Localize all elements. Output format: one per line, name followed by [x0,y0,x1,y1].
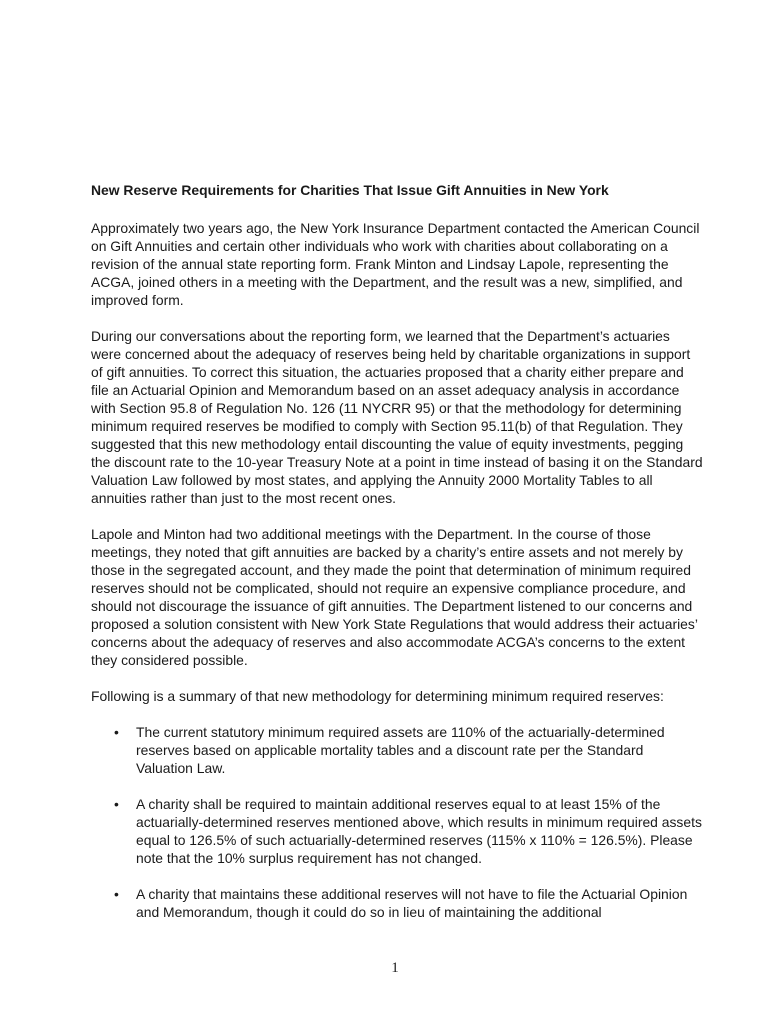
page-number: 1 [391,960,399,976]
bullet-icon: • [114,724,119,740]
bullet-text: A charity that maintains these additional reserves will not have to file the Actuarial Opinion and Memorandum, though it could do so in lieu of maintaining the additional [136,886,688,920]
paragraph-4: Following is a summary of that new methodology for determining minimum required reserves: [91,688,664,704]
bullet-item [91,885,703,921]
paragraph-1: Approximately two years ago, the New York Insurance Department contacted the American Council on Gift Annuities and certain other individuals who work with charities about collaborating on a revision of the annual state reporting form. Frank Minton and Lindsay Lapole, representing the ACGA, joined others in a meeting with the Department, and the result was a new, simplified, and improved form. [91,220,700,308]
bullet-text: The current statutory minimum required assets are 110% of the actuarially-determined reserves based on applicable mortality tables and a discount rate per the Standard Valuation Law. [136,724,665,776]
bullet-icon: • [114,886,119,902]
paragraph-3: Lapole and Minton had two additional meetings with the Department. In the course of those meetings, they noted that gift annuities are backed by a charity’s entire assets and not merely by those in the segregated account, and they made the point that determination of minimum required reserves should not be complicated, should not require an expensive compliance procedure, and should not discourage the issuance of gift annuities. The Department listened to our concerns and proposed a solution consistent with New York State Regulations that would address their actuaries’ concerns about the adequacy of reserves and also accommodate ACGA’s concerns to the extent they considered possible. [91,526,698,668]
bullet-icon: • [114,796,119,812]
document-title: New Reserve Requirements for Charities That Issue Gift Annuities in New York [91,182,609,198]
bullet-item [91,723,703,777]
document-body [91,181,703,939]
paragraph-2: During our conversations about the reporting form, we learned that the Department’s actuaries were concerned about the adequacy of reserves being held by charitable organizations in support of gift annuities. To correct this situation, the actuaries proposed that a charity either prepare and file an Actuarial Opinion and Memorandum based on an asset adequacy analysis in accordance with Section 95.8 of Regulation No. 126 (11 NYCRR 95) or that the methodology for determining minimum required reserves be modified to comply with Section 95.11(b) of that Regulation. They suggested that this new methodology entail discounting the value of equity investments, pegging the discount rate to the 10-year Treasury Note at a point in time instead of basing it on the Standard Valuation Law followed by most states, and applying the Annuity 2000 Mortality Tables to all annuities rather than just to the most recent ones. [91,328,703,506]
bullet-text: A charity shall be required to maintain additional reserves equal to at least 15% of the actuarially-determined reserves mentioned above, which results in minimum required assets equal to 126.5% of such actuarially-determined reserves (115% x 110% = 126.5%). Please note that the 10% surplus requirement has not changed. [136,796,702,866]
bullet-item [91,795,703,867]
bullet-list [91,723,703,921]
